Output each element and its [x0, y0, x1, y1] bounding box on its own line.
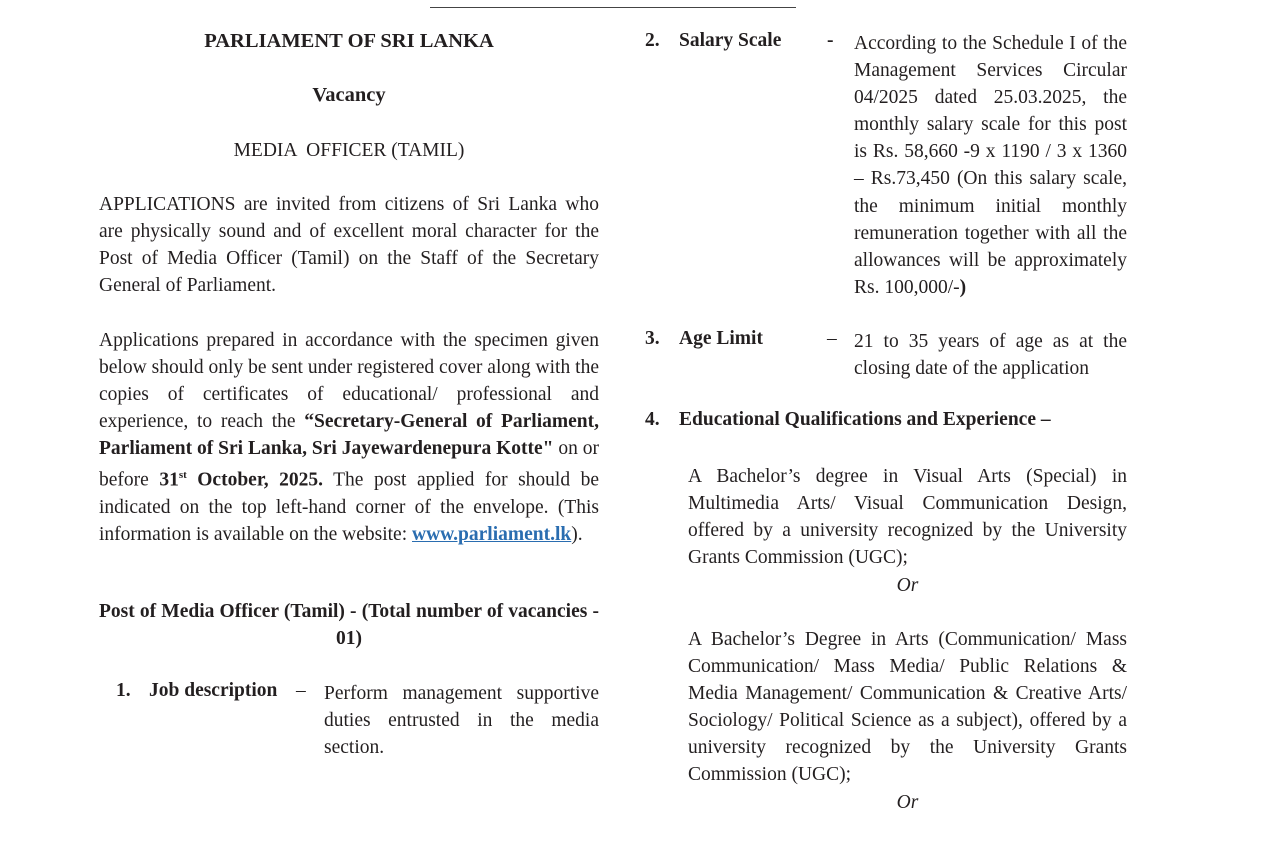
item-label: Salary Scale	[679, 30, 782, 51]
envelope-instructions: The post applied for should be indicated on the top left-hand corner of the envelope. (This information is available on the website:	[99, 469, 600, 546]
post-heading: Post of Media Officer (Tamil) - (Total number of vacancies - 01)	[99, 601, 599, 650]
org-title: PARLIAMENT OF SRI LANKA	[204, 30, 494, 52]
or-separator: Or	[896, 792, 919, 813]
qualification-option-1: A Bachelor’s degree in Visual Arts (Special) in Multimedia Arts/ Visual Communication Design, offered by a university recognized by the University Grants Commission (UGC);	[688, 466, 1127, 569]
application-paragraph	[99, 327, 599, 548]
item-text: 21 to 35 years of age as at the closing date of the application	[854, 331, 1127, 380]
website-link[interactable]: www.parliament.lk	[412, 524, 572, 546]
mailing-address: “Secretary-General of Parliament, Parliament of Sri Lanka, Sri Jayewardenepura Kotte"	[99, 411, 599, 460]
deadline-date: October, 2025.	[186, 469, 323, 491]
item-label: Age Limit	[679, 328, 763, 349]
item-text	[854, 30, 1127, 301]
item-label: Job description	[149, 680, 278, 701]
post-title: MEDIA OFFICER (TAMIL)	[233, 140, 465, 161]
item-number: 1.	[116, 680, 131, 701]
item-separator: –	[827, 328, 837, 349]
salary-close: )	[959, 276, 967, 298]
item-text: Perform management supportive duties entrusted in the media section.	[324, 683, 599, 759]
deadline-prefix: on or before	[99, 438, 599, 491]
vacancy-heading: Vacancy	[312, 84, 386, 106]
item-number: 4.	[645, 409, 660, 430]
or-separator: Or	[896, 575, 919, 596]
intro-paragraph: APPLICATIONS are invited from citizens of Sri Lanka who are physically sound and of excellent moral character for the Post of Media Officer (Tamil) on the Staff of the Secretary General of Parliament.	[99, 194, 599, 297]
qualification-option-2: A Bachelor’s Degree in Arts (Communication/ Mass Communication/ Mass Media/ Public Relations & Media Management/ Communication & Creative Arts/ Sociology/ Political Science as a subject), offered by a university recognized by the University Grants Commission (UGC);	[688, 629, 1127, 786]
application-text: Applications prepared in accordance with the specimen given below should only be sent under registered cover along with the copies of certificates of educational/ professional and experience, to reach the	[99, 330, 599, 433]
item-number: 3.	[645, 328, 660, 349]
deadline-day-suffix: st	[178, 469, 187, 482]
salary-text: According to the Schedule I of the Management Services Circular 04/2025 dated 25.03.2025, the monthly salary scale for this post is Rs. 58,660 -9 x 1190 / 3 x 1360 – Rs.73,450 (On this salary scale, the minimum initial monthly remuneration together with all the allowances will be approximately Rs. 100,000/-	[854, 33, 1127, 298]
closing-paren: ).	[571, 524, 583, 546]
top-rule	[430, 7, 796, 8]
item-label: Educational Qualifications and Experience –	[679, 409, 1051, 430]
item-separator: –	[296, 680, 306, 701]
item-separator: -	[827, 30, 834, 51]
item-number: 2.	[645, 30, 660, 51]
deadline-day: 31	[159, 469, 179, 491]
